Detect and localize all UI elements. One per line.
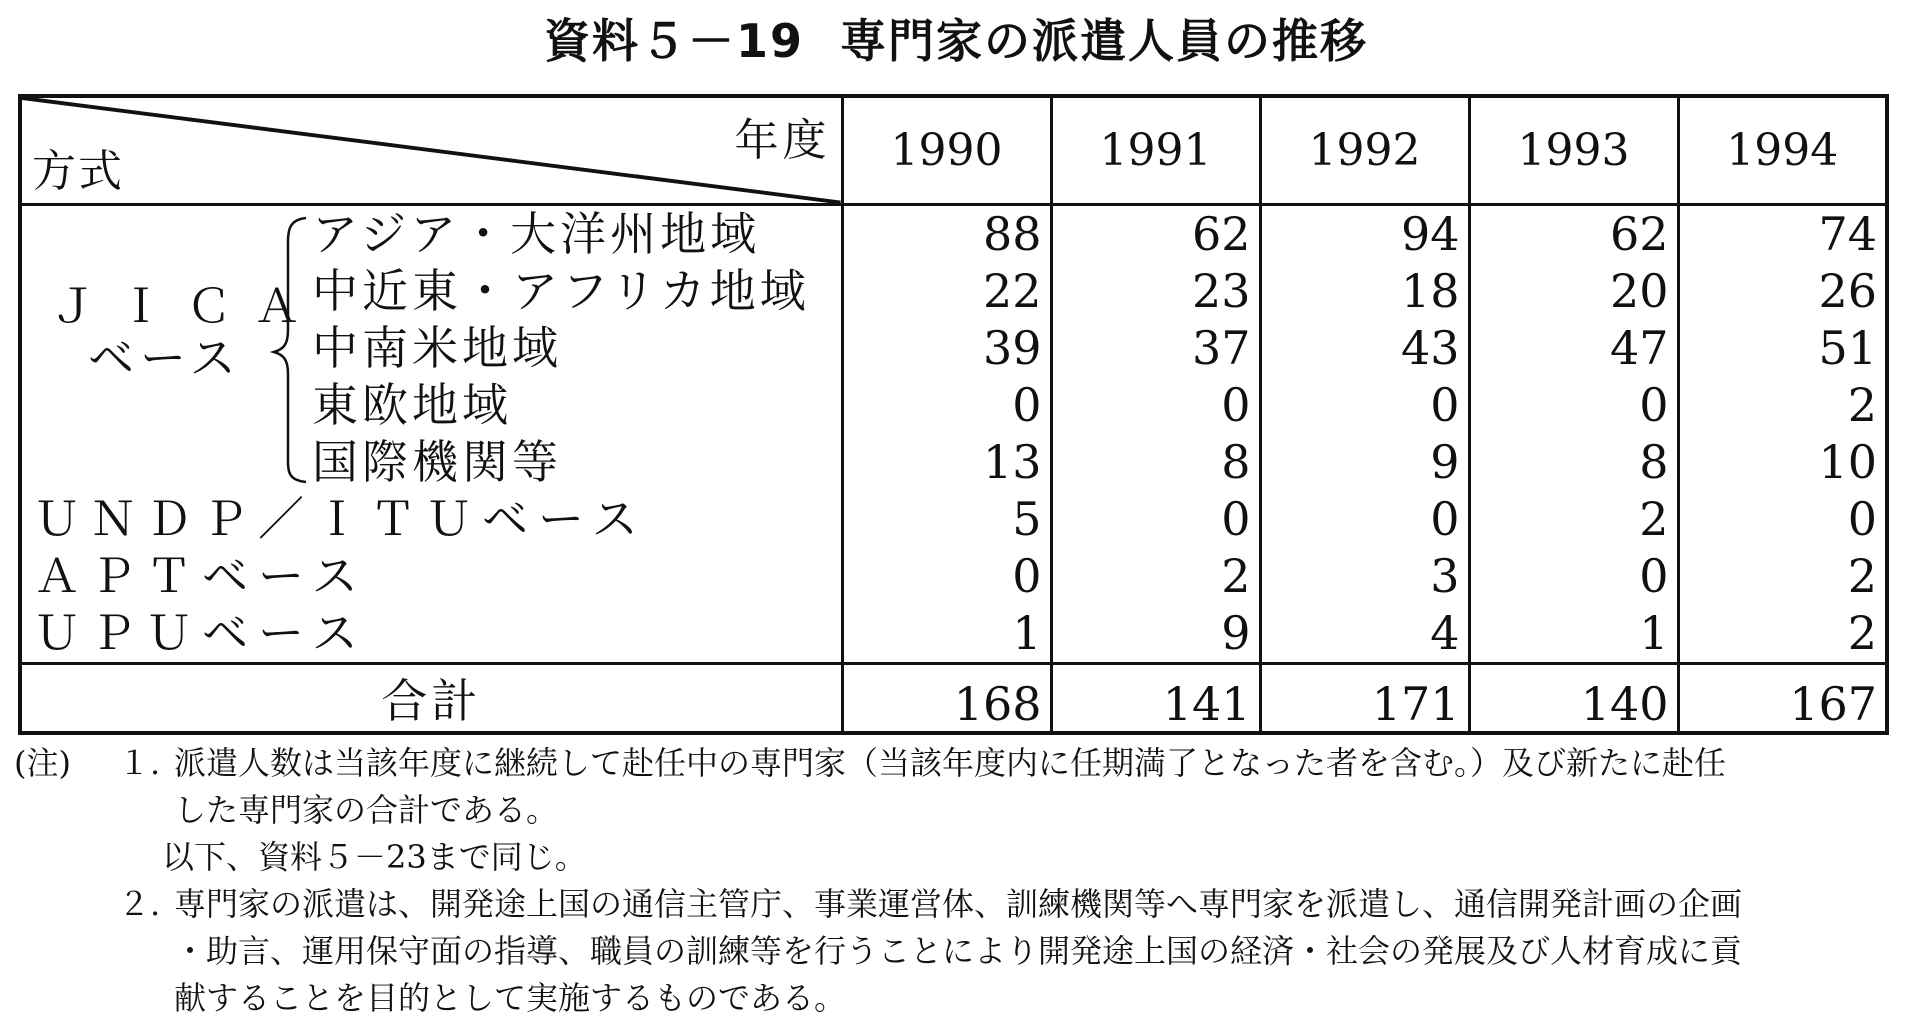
corner-method-label: 方式: [32, 145, 124, 197]
note-text: ・助言、運用保守面の指導、職員の訓練等を行うことにより開発途上国の経済・社会の発展及び人材育成に貢: [174, 932, 1743, 970]
year-column-1990: [842, 204, 1051, 663]
note-text: した専門家の合計である。: [174, 791, 559, 829]
table-cell: 0: [1430, 377, 1460, 432]
table-cell: 4: [1430, 605, 1460, 660]
note-number: １.: [118, 744, 161, 782]
table-cell: 13: [982, 434, 1042, 489]
corner-year-label: 年度: [734, 115, 831, 166]
table-cell: 62: [1191, 206, 1251, 261]
total-cell: 171: [1260, 663, 1469, 733]
title-prefix: 資料５－19: [543, 14, 804, 68]
row-label-intl-orgs: 国際機関等: [312, 434, 562, 489]
dispatch-table: [18, 94, 1889, 735]
table-cell: 0: [1221, 491, 1251, 546]
year-header: 1991: [1051, 96, 1260, 204]
row-label-asia: アジア・大洋州地域: [312, 206, 761, 261]
table-cell: 0: [1012, 377, 1042, 432]
total-cell: 167: [1678, 663, 1887, 733]
table-cell: 1: [1012, 605, 1042, 660]
table-cell: 37: [1191, 320, 1251, 375]
body-row: [20, 204, 1887, 663]
year-column-1992: [1260, 204, 1469, 663]
year-column-1994: [1678, 204, 1887, 663]
table-cell: 0: [1639, 377, 1669, 432]
table-cell: 9: [1430, 434, 1460, 489]
table-cell: 43: [1400, 320, 1460, 375]
table-cell: 8: [1221, 434, 1251, 489]
row-label-east-europe: 東欧地域: [312, 377, 512, 432]
jica-group-label: ＪＩＣＡ: [50, 278, 322, 333]
note-text: 専門家の派遣は、開発途上国の通信主管庁、事業運営体、訓練機関等へ専門家を派遣し、通信開発計画の企画: [174, 885, 1743, 923]
note-item-2: [118, 881, 1888, 1022]
table-cell: 39: [982, 320, 1042, 375]
table-cell: 23: [1191, 263, 1251, 318]
table-cell: 2: [1221, 548, 1251, 603]
total-cell: 141: [1051, 663, 1260, 733]
row-label-middle-east: 中近東・アフリカ地域: [312, 263, 810, 318]
note-item-1: [118, 740, 1888, 881]
table-cell: 47: [1609, 320, 1669, 375]
table-cell: 20: [1609, 263, 1669, 318]
header-row: [20, 96, 1887, 204]
table-cell: 74: [1818, 206, 1877, 261]
table-cell: 26: [1818, 263, 1877, 318]
total-cell: 168: [842, 663, 1051, 733]
row-label-latin-america: 中南米地域: [312, 320, 562, 375]
year-column-1991: [1051, 204, 1260, 663]
table-cell: 0: [1012, 548, 1042, 603]
left-brace-icon: [270, 214, 310, 484]
table-cell: 62: [1609, 206, 1669, 261]
table-cell: 9: [1221, 605, 1251, 660]
row-label-upu: ＵＰＵベース: [34, 605, 368, 660]
page-title: [0, 14, 1912, 68]
table-cell: 0: [1221, 377, 1251, 432]
total-cell: 140: [1469, 663, 1678, 733]
notes-head: (注): [14, 744, 71, 782]
row-label-apt: ＡＰＴベース: [34, 548, 368, 603]
total-label: 合計: [20, 663, 842, 733]
table-cell: 0: [1430, 491, 1460, 546]
table-cell: 88: [982, 206, 1042, 261]
table-cell: 18: [1400, 263, 1460, 318]
year-header: 1993: [1469, 96, 1678, 204]
note-number: ２.: [118, 885, 161, 923]
title-main: 専門家の派遣人員の推移: [840, 14, 1368, 68]
label-column: [20, 204, 842, 663]
year-header: 1990: [842, 96, 1051, 204]
row-label-undp-itu: ＵＮＤＰ／ＩＴＵベース: [34, 491, 648, 546]
corner-cell: [20, 96, 842, 204]
table-cell: 0: [1847, 491, 1877, 546]
table-cell: 2: [1847, 548, 1877, 603]
table-cell: 3: [1430, 548, 1460, 603]
note-text: 献することを目的として実施するものである。: [174, 979, 847, 1017]
table-cell: 94: [1400, 206, 1460, 261]
table-cell: 1: [1639, 605, 1669, 660]
jica-group-label-base: ベース: [88, 330, 242, 385]
total-row: [20, 663, 1887, 733]
year-header: 1992: [1260, 96, 1469, 204]
diagonal-line: [22, 98, 841, 203]
table-cell: 2: [1847, 377, 1877, 432]
table-cell: 8: [1639, 434, 1669, 489]
table-cell: 2: [1639, 491, 1669, 546]
table-cell: 0: [1639, 548, 1669, 603]
year-column-1993: [1469, 204, 1678, 663]
table-cell: 22: [982, 263, 1042, 318]
table-cell: 5: [1012, 491, 1042, 546]
year-header: 1994: [1678, 96, 1887, 204]
table-cell: 2: [1847, 605, 1877, 660]
table-cell: 10: [1818, 434, 1877, 489]
table-cell: 51: [1818, 320, 1877, 375]
note-text: 以下、資料５－23まで同じ。: [162, 838, 587, 876]
note-text: 派遣人数は当該年度に継続して赴任中の専門家（当該年度内に任期満了となった者を含む。）及び新たに赴任: [174, 744, 1727, 782]
